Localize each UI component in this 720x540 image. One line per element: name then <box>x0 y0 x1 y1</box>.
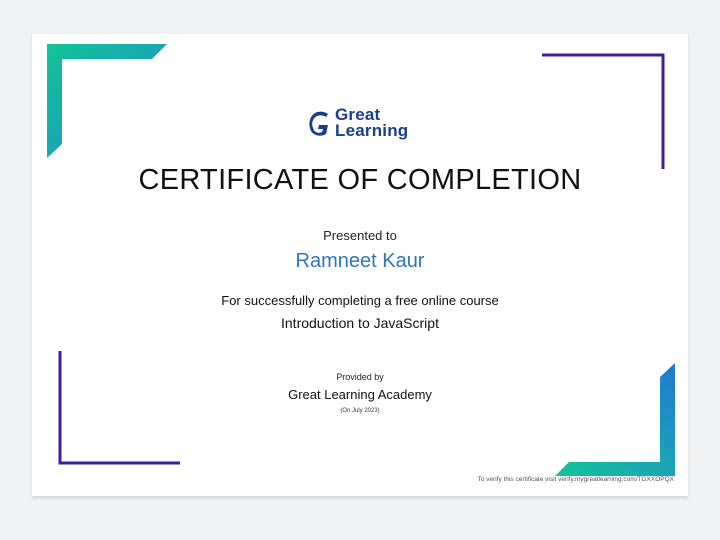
logo-line-2: Learning <box>335 121 409 140</box>
certificate-card <box>32 34 688 496</box>
logo-wordmark <box>335 107 408 139</box>
completion-date: (On July 2023) <box>340 408 380 414</box>
great-learning-g-icon <box>306 109 332 139</box>
certificate-title: CERTIFICATE OF COMPLETION <box>138 164 582 196</box>
great-learning-logo <box>306 107 418 143</box>
corner-bottom-left <box>60 351 180 463</box>
logo-line-1: Great <box>335 105 381 124</box>
completion-text: For successfully completing a free online course <box>221 293 499 308</box>
corner-top-right <box>542 55 663 169</box>
provided-by-label: Provided by <box>336 372 384 382</box>
verification-link[interactable]: To verify this certificate visit verify.mygreatlearning.com/TGXXOPQX <box>477 476 674 483</box>
corner-top-left <box>47 44 167 158</box>
course-name: Introduction to JavaScript <box>281 315 439 331</box>
provider-name: Great Learning Academy <box>288 387 432 402</box>
presented-to-label: Presented to <box>323 228 397 243</box>
recipient-name: Ramneet Kaur <box>295 250 425 272</box>
